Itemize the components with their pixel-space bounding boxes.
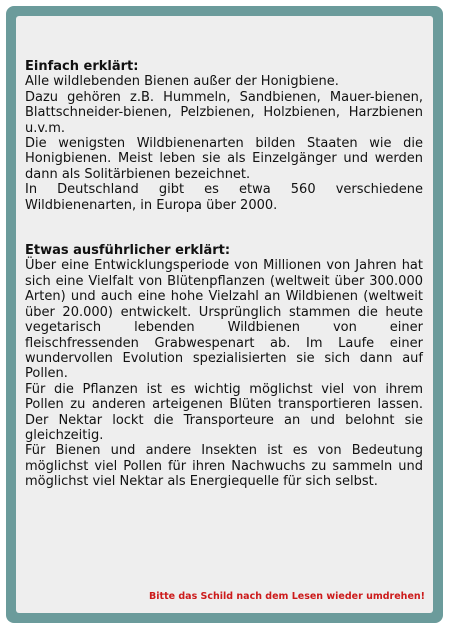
paragraph: Für die Pflanzen ist es wichtig möglichst viel von ihrem Pollen zu anderen arteigenen Blüten transportieren lassen. Der Nektar lockt die Transporteure an und belohnt sie gleichzeitig. (25, 381, 423, 443)
sign-panel (16, 16, 433, 613)
paragraph: Über eine Entwicklungsperiode von Millionen von Jahren hat sich eine Vielfalt von Blütenpflanzen (weltweit über 300.000 Arten) und auch eine hohe Vielzahl an Wildbienen (weltweit über 20.000) entwickelt. Ursprünglich stammen die heute vegetarisch lebenden Wildbienen von einer fleischfressenden Grabwespenart ab. Im Laufe einer wundervollen Evolution spezialisierten sie sich dann auf Pollen. (25, 258, 423, 382)
section-simple (25, 59, 423, 213)
section-spacer (25, 213, 423, 243)
paragraph: Alle wildlebenden Bienen außer der Honigbiene. (25, 74, 339, 90)
paragraph: In Deutschland gibt es etwa 560 verschiedene Wildbienenarten, in Europa über 2000. (25, 182, 423, 213)
section-heading: Etwas ausführlicher erklärt: (25, 243, 231, 259)
paragraph: Für Bienen und andere Insekten ist es von Bedeutung möglichst viel Pollen für ihren Nachwuchs zu sammeln und möglichst viel Nektar als Energiequelle für sich selbst. (25, 443, 423, 490)
turn-sign-notice: Bitte das Schild nach dem Lesen wieder umdrehen! (149, 591, 425, 602)
section-heading: Einfach erklärt: (25, 59, 139, 74)
sign-content (25, 59, 423, 490)
paragraph: Die wenigsten Wildbienenarten bilden Staaten wie die Honigbienen. Meist leben sie als Einzelgänger und werden dann als Solitärbienen bezeichnet. (25, 136, 423, 182)
sign-frame (6, 6, 443, 623)
section-detailed (25, 243, 423, 490)
paragraph: Dazu gehören z.B. Hummeln, Sandbienen, Mauer-bienen, Blattschneider-bienen, Pelzbienen, Holzbienen, Harzbienen u.v.m. (25, 89, 423, 136)
